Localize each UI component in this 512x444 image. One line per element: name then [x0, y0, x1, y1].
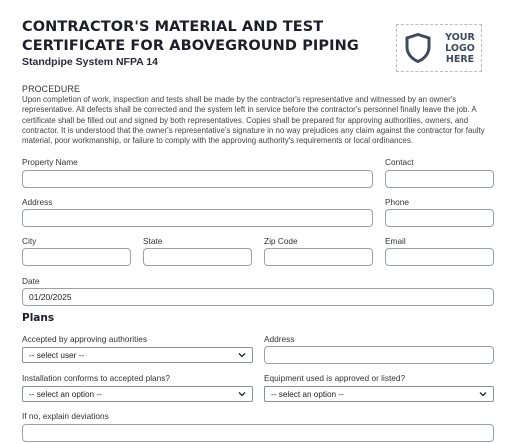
date-label: Date: [22, 276, 40, 286]
shield-icon: [405, 33, 431, 63]
address-input[interactable]: [22, 209, 373, 227]
procedure-text: Upon completion of work, inspection and tests shall be made by the contractor's representative and witnessed by an owner's representative. All defects shall be corrected and the system left in service before the contractor's personnel finally leave the job. A certificate shall be filled out and signed by both representatives. Copies shall be prepared for approving authorities, owners, and contractor. It is understood that the owner's representative's signature in no way prejudices any claim against the contractor for faulty material, poor workmanship, or failure to comply with the approving authority's requirements or local ordinances.: [22, 95, 485, 146]
accepted-by-selected: -- select user --: [29, 350, 85, 360]
contact-label: Contact: [385, 157, 414, 167]
city-input[interactable]: [22, 248, 131, 266]
property-name-label: Property Name: [22, 157, 78, 167]
equipment-approved-label: Equipment used is approved or listed?: [264, 373, 406, 383]
plans-heading: Plans: [22, 312, 55, 324]
chevron-down-icon: [238, 351, 246, 359]
address-label: Address: [22, 197, 53, 207]
form-subtitle: Standpipe System NFPA 14: [22, 56, 158, 68]
chevron-down-icon: [479, 390, 487, 398]
accepted-by-select[interactable]: [22, 347, 253, 363]
email-label: Email: [385, 236, 406, 246]
equipment-approved-select[interactable]: [264, 386, 494, 402]
deviations-input[interactable]: [22, 424, 494, 442]
procedure-label: PROCEDURE: [22, 84, 81, 94]
logo-text: YOUR LOGO HERE: [445, 31, 475, 65]
plans-address-input[interactable]: [264, 346, 494, 364]
zip-input[interactable]: [264, 248, 373, 266]
chevron-down-icon: [238, 390, 246, 398]
installation-conforms-selected: -- select an option --: [29, 389, 102, 399]
form-title: CONTRACTOR'S MATERIAL AND TEST CERTIFICATE FOR ABOVEGROUND PIPING: [22, 19, 359, 54]
state-label: State: [143, 236, 163, 246]
date-input[interactable]: 01/20/2025: [22, 288, 494, 306]
logo-placeholder: [396, 24, 482, 72]
property-name-input[interactable]: [22, 170, 373, 188]
installation-conforms-label: Installation conforms to accepted plans?: [22, 373, 171, 383]
city-label: City: [22, 236, 37, 246]
state-input[interactable]: [143, 248, 252, 266]
email-input[interactable]: [385, 248, 494, 266]
installation-conforms-select[interactable]: [22, 386, 253, 402]
deviations-label: If no, explain deviations: [22, 411, 109, 421]
zip-label: Zip Code: [264, 236, 298, 246]
phone-input[interactable]: [385, 209, 494, 227]
contact-input[interactable]: [385, 170, 494, 188]
plans-address-label: Address: [264, 334, 295, 344]
equipment-approved-selected: -- select an option --: [271, 389, 344, 399]
phone-label: Phone: [385, 197, 409, 207]
accepted-by-label: Accepted by approving authorities: [22, 334, 147, 344]
